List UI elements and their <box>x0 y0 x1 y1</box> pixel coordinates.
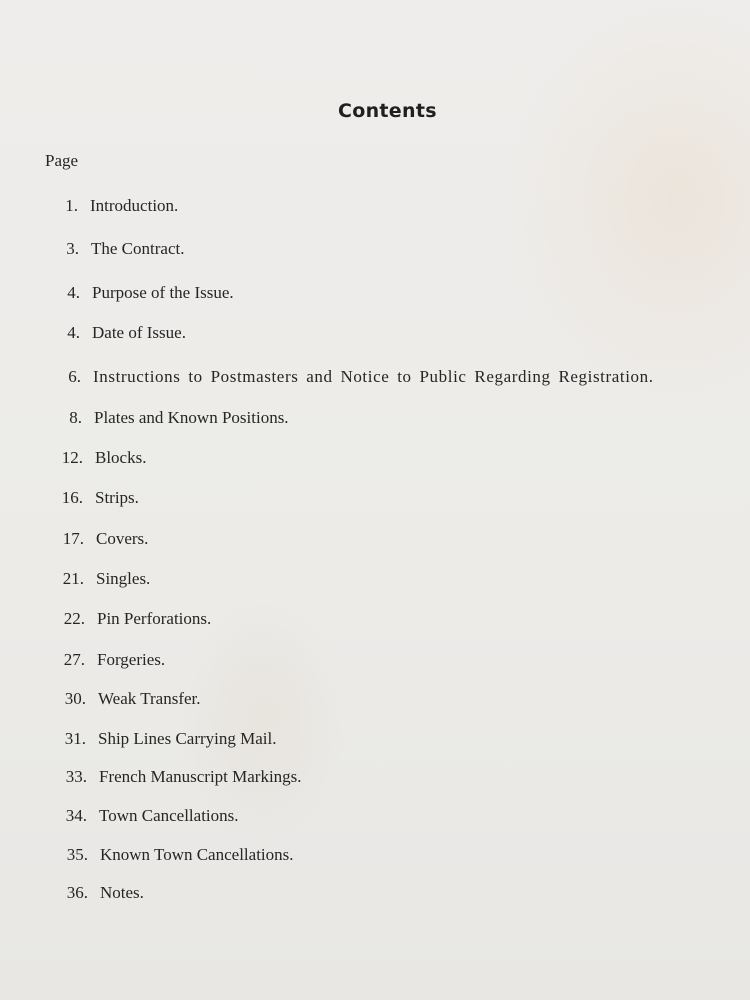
toc-page-number: 4. <box>67 323 80 342</box>
toc-entry <box>50 323 186 343</box>
toc-entry-title: Instructions to Postmasters and Notice to Public Regarding Registration. <box>93 367 654 386</box>
toc-page-number: 30. <box>64 689 86 708</box>
toc-entry <box>48 196 178 216</box>
toc-entry <box>57 806 239 826</box>
toc-page-number: 8. <box>69 408 82 427</box>
toc-entry <box>53 488 139 508</box>
toc-entry <box>49 239 184 259</box>
toc-page-number: 12. <box>61 448 83 467</box>
toc-entry-title: Introduction. <box>90 196 179 215</box>
toc-entry <box>55 650 165 670</box>
toc-page-number: 35. <box>66 845 88 864</box>
toc-entry-title: Weak Transfer. <box>98 689 201 708</box>
toc-entry <box>54 529 148 549</box>
toc-entry-title: Forgeries. <box>97 650 166 669</box>
toc-page-number: 34. <box>65 806 87 825</box>
toc-entry <box>58 845 294 865</box>
toc-entry-title: Strips. <box>95 488 139 507</box>
toc-entry <box>56 689 201 709</box>
toc-entry <box>53 448 146 468</box>
toc-entry-title: French Manuscript Markings. <box>99 767 302 786</box>
toc-entry-title: Town Cancellations. <box>99 806 239 825</box>
page-column-label: Page <box>45 151 79 170</box>
toc-entry-title: Plates and Known Positions. <box>94 408 289 427</box>
toc-entry <box>52 408 289 428</box>
toc-entry-title: Pin Perforations. <box>97 609 212 628</box>
toc-entry-title: Covers. <box>96 529 149 548</box>
toc-entry-title: The Contract. <box>91 239 185 258</box>
toc-entry-title: Notes. <box>100 883 144 902</box>
toc-page-number: 16. <box>61 488 83 507</box>
toc-entry-title: Blocks. <box>95 448 147 467</box>
toc-page-number: 17. <box>62 529 84 548</box>
toc-page-number: 31. <box>64 729 86 748</box>
toc-page-number: 36. <box>66 883 88 902</box>
toc-entry <box>57 767 302 787</box>
toc-entry <box>56 729 276 749</box>
toc-page-number: 6. <box>68 367 81 386</box>
toc-entry-title: Ship Lines Carrying Mail. <box>98 729 277 748</box>
toc-page-number: 22. <box>63 609 85 628</box>
toc-page-number: 1. <box>65 196 78 215</box>
toc-page-number: 33. <box>65 767 87 786</box>
toc-page-number: 3. <box>66 239 79 258</box>
toc-entry-title: Purpose of the Issue. <box>92 283 234 302</box>
toc-page-number: 27. <box>63 650 85 669</box>
page-title: Contents <box>338 100 437 122</box>
toc-page-number: 21. <box>62 569 84 588</box>
toc-page-number: 4. <box>67 283 80 302</box>
toc-entry-title: Singles. <box>96 569 151 588</box>
toc-entry <box>50 283 234 303</box>
toc-entry <box>58 883 144 903</box>
toc-entry-title: Date of Issue. <box>92 323 186 342</box>
toc-entry-title: Known Town Cancellations. <box>100 845 294 864</box>
toc-entry <box>54 569 150 589</box>
toc-entry <box>55 609 211 629</box>
toc-entry <box>51 367 654 387</box>
